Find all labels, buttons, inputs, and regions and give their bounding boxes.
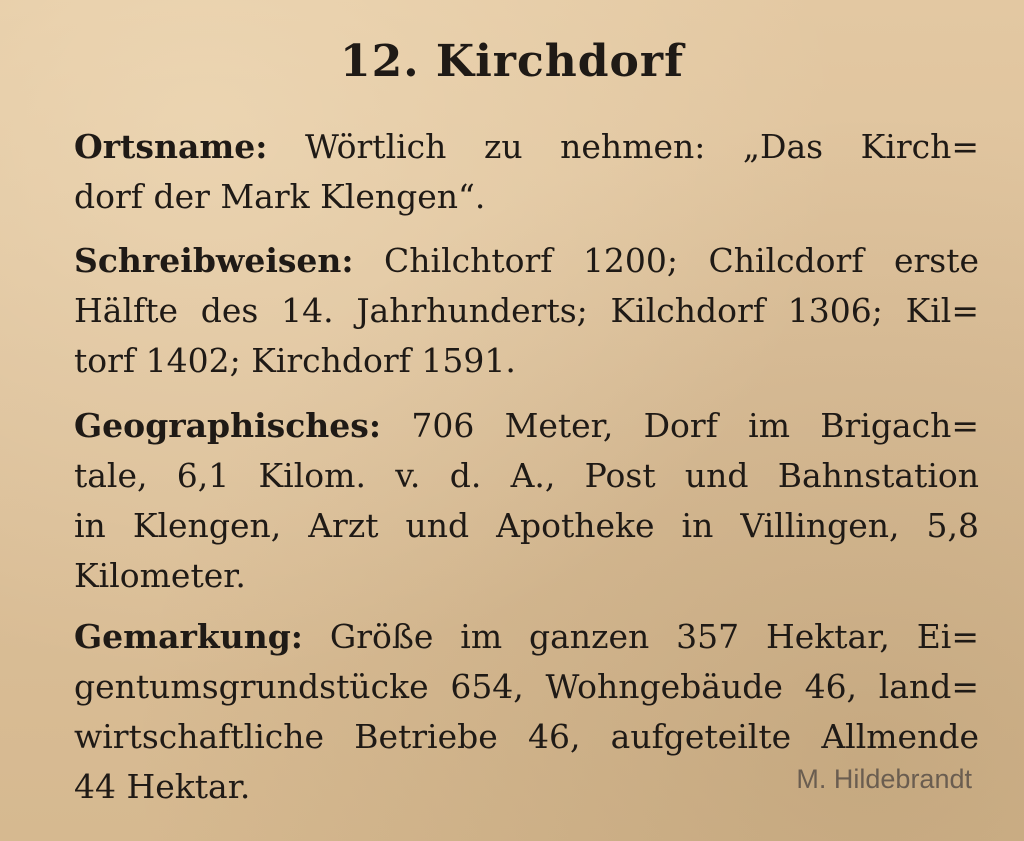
section-heading: Geographisches: [74,406,382,445]
text-line: in Klengen, Arzt und Apotheke in Villingen, 5,8 [74,506,979,545]
text-line-content: Wörtlich zu nehmen: „Das Kirch= [304,127,979,166]
text-line: tale, 6,1 Kilom. v. d. A., Post und Bahnstation [74,456,979,495]
text-line-content: Chilchtorf 1200; Chilcdorf erste [384,241,979,280]
text-line: wirtschaftliche Betriebe 46, aufgeteilte Allmende [74,717,979,756]
text-line [74,122,979,172]
section-heading: Gemarkung: [74,617,303,656]
text-line [74,612,979,662]
text-line: torf 1402; Kirchdorf 1591. [74,341,516,380]
text-line [74,401,979,451]
watermark: M. Hildebrandt [796,764,972,794]
text-line: Hälfte des 14. Jahrhunderts; Kilchdorf 1306; Kil= [74,291,979,330]
section-heading: Schreibweisen: [74,241,354,280]
section-geographisches [74,401,979,601]
page-title: 12. Kirchdorf [339,36,684,87]
text-line: gentumsgrundstücke 654, Wohngebäude 46, land= [74,667,979,706]
text-line: Kilometer. [74,556,246,595]
section-schreibweisen [74,236,979,386]
text-line-content: Größe im ganzen 357 Hektar, Ei= [329,617,979,656]
section-ortsname [74,122,979,222]
text-line [74,236,979,286]
section-heading: Ortsname: [74,127,268,166]
text-line-content: 706 Meter, Dorf im Brigach= [411,406,979,445]
text-line: dorf der Mark Klengen“. [74,177,486,216]
text-line: 44 Hektar. [74,767,251,806]
